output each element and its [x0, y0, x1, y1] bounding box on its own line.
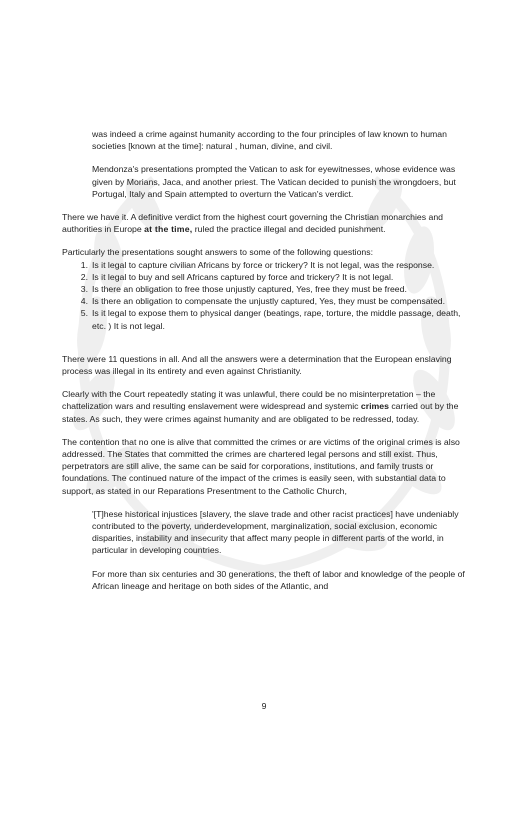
list-item-number: 3.	[80, 284, 88, 295]
court-text-before: Clearly with the Court repeatedly stating it was unlawful, there could be no misinterpretation – the chattelization wars and resulting enslavement were widespread and systemic	[62, 389, 436, 412]
court-text-after: carried out by the states. As such, they were crimes against humanity and are obligated to be redressed, today.	[62, 401, 459, 424]
quote1-para1: was indeed a crime against humanity according to the four principles of law known to human societies [known at the time]: natural , human, divine, and civil.	[92, 129, 447, 152]
list-item	[62, 307, 466, 331]
page-number: 9	[261, 701, 267, 711]
court-paragraph	[62, 388, 466, 425]
list-item	[62, 271, 466, 283]
quote2-para1: '[T]hese historical injustices [slavery, the slave trade and other racist practices] have undeniably contributed to the poverty, underdevelopment, marginalization, social exclusion, economic disparities, instability and insecurity that affect many people in different parts of the world, in particular in developing countries.	[92, 508, 459, 556]
list-item-number: 1.	[80, 259, 88, 270]
list-item-text: Is there an obligation to compensate the unjustly captured, Yes, they must be compensated.	[92, 296, 446, 307]
quote2-para2: For more than six centuries and 30 generations, the theft of labor and knowledge of the people of African lineage and heritage on both sides of the Atlantic, and	[92, 568, 465, 591]
page-content	[62, 128, 466, 592]
list-item-text: Is there an obligation to free those unjustly captured, Yes, free they must be freed.	[92, 284, 407, 295]
list-item	[62, 259, 466, 271]
verdict-text-after: ruled the practice illegal and decided punishment.	[192, 224, 386, 235]
list-item-number: 4.	[80, 296, 88, 307]
list-item	[62, 295, 466, 307]
verdict-text-before: There we have it. A definitive verdict from the highest court governing the Christian monarchies and authorities in Europe	[62, 212, 444, 235]
blockquote-1	[92, 128, 466, 200]
list-item	[62, 283, 466, 295]
list-item-text: Is it legal to capture civilian Africans by force or trickery? It is not legal, was the response.	[92, 259, 435, 270]
quote1-para2: Mendonza's presentations prompted the Vatican to ask for eyewitnesses, whose evidence was given by Morians, Jaca, and another priest. The Vatican decided to punish the wrongdoers, but Portugal, Italy and Spain attempted to overturn the Vatican's verdict.	[92, 164, 456, 199]
eleven-questions-paragraph: There were 11 questions in all. And all the answers were a determination that the European enslaving process was illegal in its entirety and even against Christianity.	[62, 353, 452, 377]
verdict-bold: at the time,	[144, 224, 193, 235]
questions-intro: Particularly the presentations sought answers to some of the following questions:	[62, 247, 373, 258]
list-item-text: Is it legal to expose them to physical danger (beatings, rape, torture, the middle passage, death, etc. ) It is not legal.	[92, 308, 461, 331]
list-item-number: 5.	[80, 308, 88, 319]
list-item-text: Is it legal to buy and sell Africans captured by force and trickery? It is not legal.	[92, 271, 394, 282]
contention-paragraph: The contention that no one is alive that committed the crimes or are victims of the original crimes is also addressed. The States that committed the crimes are chartered legal persons and still exist. Thus, perpetrators are still alive, the same can be said for corporations, institutions, and family trusts or foundations. The continued nature of the impact of the crimes is easily seen, with substantial data to support, as stated in our Reparations Presentment to the Catholic Church,	[62, 436, 460, 496]
blockquote-2	[92, 508, 466, 592]
questions-list	[62, 259, 466, 332]
verdict-paragraph	[62, 211, 466, 235]
list-item-number: 2.	[80, 271, 88, 282]
court-bold: crimes	[360, 401, 389, 412]
